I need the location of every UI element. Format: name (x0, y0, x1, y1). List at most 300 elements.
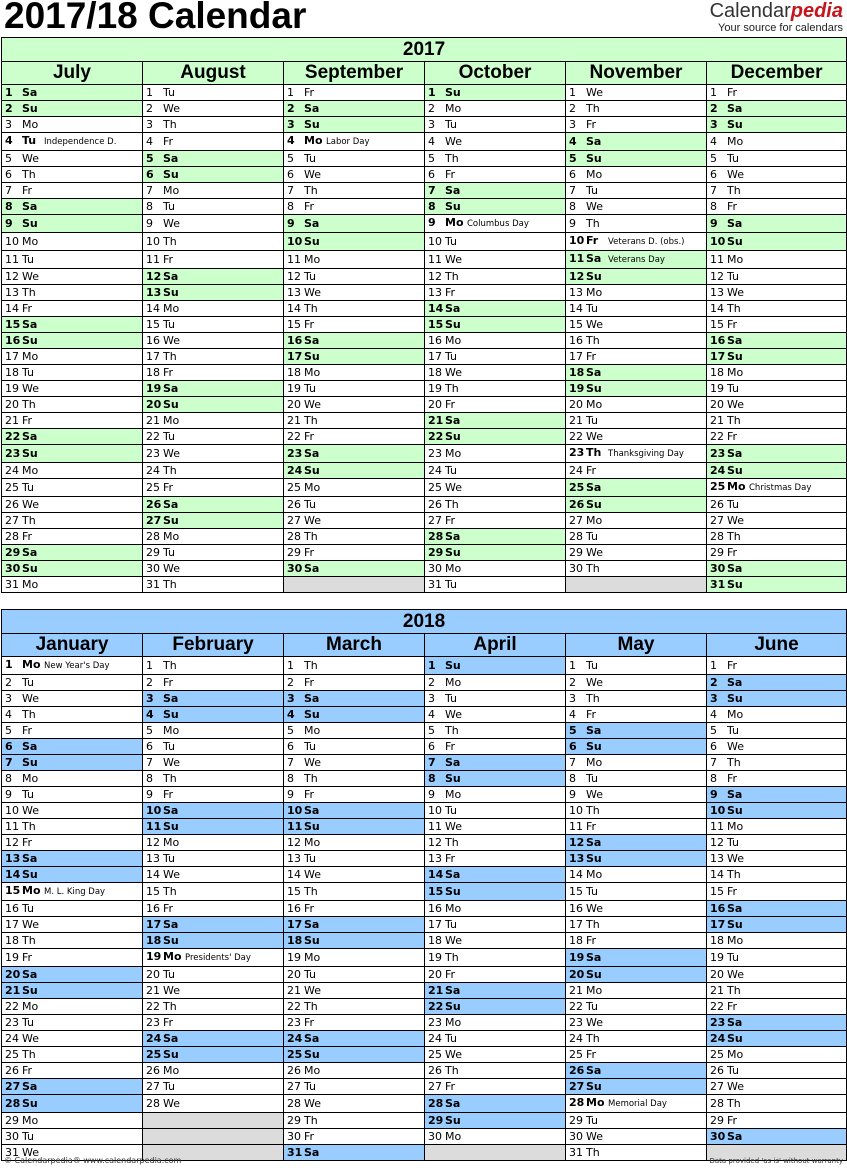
day-weekday: Sa (22, 86, 38, 99)
day-weekday: Fr (445, 1080, 456, 1093)
day-weekday: Sa (163, 1032, 179, 1045)
day-weekday: Su (727, 235, 743, 248)
day-weekday: Tu (586, 1114, 599, 1127)
day-cell (425, 787, 566, 803)
day-number: 3 (287, 118, 295, 131)
day-number: 15 (146, 318, 160, 331)
day-number: 24 (287, 1032, 303, 1045)
day-cell (425, 85, 566, 101)
day-weekday: Fr (586, 820, 597, 833)
day-weekday: Mo (22, 1114, 39, 1127)
day-weekday: Mo (727, 135, 744, 148)
day-cell (566, 949, 707, 967)
day-number: 24 (569, 464, 583, 477)
day-weekday: Su (445, 772, 461, 785)
day-number: 6 (287, 168, 294, 181)
day-row (2, 513, 847, 529)
day-number: 8 (287, 772, 294, 785)
day-number: 14 (569, 302, 583, 315)
day-weekday: Su (445, 1000, 461, 1013)
day-number: 2 (428, 676, 435, 689)
day-weekday: Th (304, 1000, 318, 1013)
day-cell (425, 233, 566, 251)
day-cell (566, 233, 707, 251)
day-cell (425, 463, 566, 479)
day-weekday: We (445, 820, 462, 833)
day-weekday: Sa (727, 788, 743, 801)
day-cell (566, 513, 707, 529)
day-row (2, 851, 847, 867)
day-cell (2, 983, 143, 999)
day-weekday: We (727, 968, 744, 981)
day-number: 1 (146, 86, 153, 99)
day-cell (143, 787, 284, 803)
holiday-name: Veterans Day (608, 255, 665, 265)
day-cell (566, 901, 707, 917)
day-cell (2, 117, 143, 133)
day-number: 4 (710, 135, 717, 148)
day-number: 13 (428, 286, 442, 299)
day-cell (2, 883, 143, 901)
day-number: 28 (710, 1097, 724, 1110)
day-cell (284, 787, 425, 803)
day-number: 12 (569, 270, 585, 283)
day-number: 1 (287, 86, 294, 99)
day-number: 2 (287, 676, 294, 689)
day-number: 17 (428, 350, 442, 363)
day-cell (143, 251, 284, 269)
day-cell (2, 967, 143, 983)
day-cell (284, 167, 425, 183)
day-number: 4 (569, 708, 576, 721)
day-weekday: Fr (304, 318, 315, 331)
brand-logo (710, 0, 843, 34)
day-cell (143, 199, 284, 215)
day-number: 5 (428, 152, 435, 165)
day-number: 16 (569, 334, 583, 347)
day-cell (425, 151, 566, 167)
day-number: 27 (710, 514, 724, 527)
day-row (2, 577, 847, 593)
day-weekday: Mo (163, 414, 180, 427)
day-cell (425, 397, 566, 413)
day-cell (284, 285, 425, 301)
day-cell (566, 349, 707, 365)
day-number: 12 (5, 836, 19, 849)
day-cell (2, 167, 143, 183)
day-weekday: Mo (445, 1016, 462, 1029)
day-number: 13 (710, 286, 724, 299)
day-number: 16 (428, 902, 442, 915)
day-cell (566, 739, 707, 755)
day-number: 6 (710, 740, 717, 753)
day-number: 21 (146, 414, 160, 427)
holiday-name: Labor Day (326, 137, 370, 147)
day-cell (143, 983, 284, 999)
day-weekday: Mo (586, 984, 603, 997)
day-weekday: We (163, 756, 180, 769)
day-cell (2, 301, 143, 317)
calendar-2018 (1, 609, 847, 1161)
day-weekday: Th (304, 772, 318, 785)
day-number: 31 (287, 1146, 303, 1159)
day-number: 26 (146, 498, 162, 511)
day-weekday: Fr (22, 414, 33, 427)
day-number: 14 (287, 868, 301, 881)
day-cell (425, 545, 566, 561)
day-number: 3 (428, 118, 435, 131)
day-weekday: Tu (727, 498, 740, 511)
day-number: 15 (287, 885, 301, 898)
day-cell (566, 933, 707, 949)
month-header: June (707, 634, 847, 657)
day-weekday: Tu (22, 366, 35, 379)
day-number: 22 (5, 1000, 19, 1013)
day-number: 4 (5, 134, 13, 147)
day-weekday: Tu (727, 270, 740, 283)
day-weekday: Sa (586, 724, 602, 737)
day-row (2, 691, 847, 707)
day-cell (143, 933, 284, 949)
day-number: 29 (428, 1114, 444, 1127)
day-weekday: Sa (304, 1032, 320, 1045)
day-cell (425, 707, 566, 723)
day-number: 23 (5, 447, 21, 460)
day-number: 9 (569, 788, 576, 801)
day-weekday: Sa (727, 102, 743, 115)
day-number: 29 (146, 546, 160, 559)
day-number: 14 (710, 868, 724, 881)
day-weekday: Su (586, 498, 602, 511)
day-weekday: Tu (163, 318, 176, 331)
day-cell (143, 167, 284, 183)
day-weekday: Sa (445, 184, 461, 197)
day-number: 22 (428, 1000, 444, 1013)
day-cell (2, 949, 143, 967)
day-weekday: Fr (586, 464, 597, 477)
day-cell (707, 1095, 847, 1113)
day-weekday: Fr (727, 1000, 738, 1013)
day-weekday: We (163, 217, 180, 230)
day-number: 5 (710, 152, 717, 165)
day-number: 3 (428, 692, 435, 705)
day-number: 6 (428, 168, 435, 181)
day-number: 9 (710, 788, 718, 801)
day-weekday: Su (304, 350, 320, 363)
day-cell (284, 1113, 425, 1129)
day-weekday: Fr (727, 200, 738, 213)
day-number: 21 (569, 984, 583, 997)
day-weekday: Tu (445, 578, 458, 591)
day-number: 11 (710, 820, 724, 833)
day-cell (566, 983, 707, 999)
day-weekday: We (163, 102, 180, 115)
day-number: 24 (428, 464, 442, 477)
day-number: 8 (569, 772, 576, 785)
day-number: 16 (710, 902, 726, 915)
day-number: 2 (146, 676, 153, 689)
day-weekday: We (445, 253, 462, 266)
day-weekday: Tu (304, 740, 317, 753)
day-cell (425, 917, 566, 933)
day-number: 22 (428, 430, 444, 443)
day-weekday: Su (22, 102, 38, 115)
day-weekday: Mo (22, 772, 39, 785)
day-weekday: We (727, 740, 744, 753)
day-cell (2, 317, 143, 333)
day-cell (284, 269, 425, 285)
day-cell (2, 1031, 143, 1047)
day-number: 27 (569, 514, 583, 527)
day-number: 28 (569, 530, 583, 543)
day-number: 13 (287, 852, 301, 865)
brand-tagline: Your source for calendars (718, 22, 843, 34)
day-cell (566, 199, 707, 215)
day-weekday: We (304, 868, 321, 881)
day-weekday: Su (586, 968, 602, 981)
day-weekday: Tu (727, 951, 740, 964)
day-weekday: Mo (304, 724, 321, 737)
day-cell (425, 967, 566, 983)
day-cell (425, 819, 566, 835)
day-number: 25 (428, 1048, 442, 1061)
day-cell (707, 349, 847, 365)
day-number: 5 (146, 724, 153, 737)
day-number: 1 (5, 658, 13, 671)
day-cell (707, 723, 847, 739)
day-number: 23 (569, 446, 585, 459)
day-cell (2, 1113, 143, 1129)
day-weekday: Mo (304, 134, 323, 147)
day-cell (566, 803, 707, 819)
day-number: 6 (710, 168, 717, 181)
day-weekday: Tu (22, 481, 35, 494)
day-number: 17 (5, 918, 19, 931)
day-weekday: Th (304, 184, 318, 197)
day-cell (284, 479, 425, 497)
day-weekday: Mo (163, 836, 180, 849)
day-weekday: Fr (163, 481, 174, 494)
day-weekday: Su (22, 217, 38, 230)
day-number: 12 (5, 270, 19, 283)
day-number: 25 (5, 481, 19, 494)
empty-day-cell (425, 1145, 566, 1161)
day-number: 9 (146, 788, 153, 801)
day-number: 17 (287, 918, 303, 931)
day-cell (707, 529, 847, 545)
day-weekday: Fr (445, 740, 456, 753)
day-weekday: Th (586, 804, 600, 817)
day-weekday: Mo (304, 951, 321, 964)
day-number: 18 (569, 934, 583, 947)
day-weekday: Fr (586, 708, 597, 721)
day-number: 11 (5, 253, 19, 266)
day-cell (143, 545, 284, 561)
day-number: 27 (569, 1080, 585, 1093)
day-weekday: Tu (727, 152, 740, 165)
day-number: 29 (287, 546, 301, 559)
day-cell (566, 85, 707, 101)
day-cell (284, 933, 425, 949)
day-cell (284, 707, 425, 723)
day-number: 7 (710, 184, 717, 197)
day-cell (143, 917, 284, 933)
day-weekday: Mo (445, 788, 462, 801)
day-cell (284, 1063, 425, 1079)
day-cell (143, 739, 284, 755)
month-header-row (2, 634, 847, 657)
day-weekday: Tu (22, 1130, 35, 1143)
day-weekday: Th (586, 1032, 600, 1045)
day-number: 21 (710, 414, 724, 427)
day-number: 10 (710, 235, 726, 248)
day-row (2, 215, 847, 233)
day-number: 7 (146, 756, 153, 769)
day-weekday: We (586, 676, 603, 689)
day-cell (707, 333, 847, 349)
day-row (2, 819, 847, 835)
day-cell (143, 1095, 284, 1113)
day-weekday: Tu (304, 382, 317, 395)
day-weekday: We (727, 286, 744, 299)
day-weekday: Tu (163, 740, 176, 753)
day-cell (566, 771, 707, 787)
day-weekday: Sa (163, 382, 179, 395)
day-number: 1 (569, 659, 576, 672)
day-row (2, 755, 847, 771)
year-header: 2018 (2, 610, 847, 634)
day-row (2, 151, 847, 167)
day-weekday: We (163, 868, 180, 881)
day-weekday: Tu (163, 430, 176, 443)
day-cell (707, 577, 847, 593)
day-cell (425, 657, 566, 675)
day-weekday: Mo (586, 398, 603, 411)
day-number: 13 (146, 286, 162, 299)
day-cell (143, 397, 284, 413)
day-number: 26 (287, 1064, 301, 1077)
day-weekday: Fr (445, 398, 456, 411)
day-number: 26 (5, 498, 19, 511)
day-weekday: Mo (445, 676, 462, 689)
day-weekday: Mo (22, 658, 41, 671)
day-number: 30 (710, 562, 726, 575)
day-number: 13 (569, 286, 583, 299)
day-number: 3 (710, 118, 718, 131)
day-number: 25 (569, 1048, 583, 1061)
day-cell (566, 151, 707, 167)
day-cell (566, 365, 707, 381)
day-number: 10 (5, 804, 19, 817)
day-cell (2, 917, 143, 933)
day-weekday: Fr (304, 200, 315, 213)
day-cell (566, 463, 707, 479)
day-weekday: Su (22, 447, 38, 460)
day-number: 1 (569, 86, 576, 99)
day-number: 13 (287, 286, 301, 299)
day-number: 20 (428, 398, 442, 411)
day-cell (425, 251, 566, 269)
day-cell (425, 1079, 566, 1095)
day-number: 28 (5, 1097, 21, 1110)
day-number: 8 (287, 200, 294, 213)
day-weekday: Sa (445, 984, 461, 997)
day-number: 30 (710, 1130, 726, 1143)
day-cell (566, 1079, 707, 1095)
day-cell (425, 1063, 566, 1079)
day-weekday: Fr (445, 168, 456, 181)
day-number: 7 (428, 184, 436, 197)
day-weekday: Th (445, 270, 459, 283)
day-cell (425, 133, 566, 151)
day-number: 12 (287, 836, 301, 849)
day-cell (707, 117, 847, 133)
day-weekday: Tu (445, 350, 458, 363)
day-weekday: Tu (163, 86, 176, 99)
day-weekday: Th (304, 530, 318, 543)
holiday-name: Thanksgiving Day (608, 449, 684, 459)
day-weekday: Sa (22, 740, 38, 753)
day-cell (707, 999, 847, 1015)
day-number: 27 (5, 514, 19, 527)
day-weekday: Su (163, 514, 179, 527)
day-number: 22 (710, 430, 724, 443)
day-number: 9 (5, 788, 12, 801)
day-number: 5 (569, 152, 577, 165)
day-weekday: Fr (163, 135, 174, 148)
day-weekday: Su (445, 200, 461, 213)
day-cell (566, 1113, 707, 1129)
day-cell (284, 949, 425, 967)
day-number: 25 (710, 480, 726, 493)
day-cell (707, 803, 847, 819)
day-weekday: Fr (445, 968, 456, 981)
day-number: 26 (428, 498, 442, 511)
day-number: 9 (287, 788, 294, 801)
day-number: 9 (710, 217, 718, 230)
day-number: 2 (428, 102, 435, 115)
day-cell (143, 117, 284, 133)
day-cell (143, 301, 284, 317)
day-weekday: Mo (586, 1096, 605, 1109)
day-weekday: Mo (304, 366, 321, 379)
day-weekday: Su (445, 1114, 461, 1127)
day-cell (284, 1129, 425, 1145)
day-weekday: Th (727, 756, 741, 769)
day-number: 25 (5, 1048, 19, 1061)
day-weekday: Sa (445, 1097, 461, 1110)
day-cell (284, 101, 425, 117)
day-weekday: We (586, 318, 603, 331)
day-number: 19 (710, 382, 724, 395)
day-number: 31 (428, 578, 442, 591)
day-weekday: Tu (22, 134, 37, 147)
day-weekday: Sa (163, 692, 179, 705)
day-cell (707, 933, 847, 949)
day-number: 10 (569, 804, 583, 817)
day-cell (425, 215, 566, 233)
day-cell (707, 397, 847, 413)
day-cell (566, 397, 707, 413)
day-cell (2, 835, 143, 851)
day-number: 28 (146, 1097, 160, 1110)
day-weekday: Su (163, 820, 179, 833)
day-weekday: We (163, 1097, 180, 1110)
day-number: 12 (146, 270, 162, 283)
day-weekday: Sa (22, 318, 38, 331)
day-weekday: Fr (163, 1016, 174, 1029)
day-cell (707, 269, 847, 285)
